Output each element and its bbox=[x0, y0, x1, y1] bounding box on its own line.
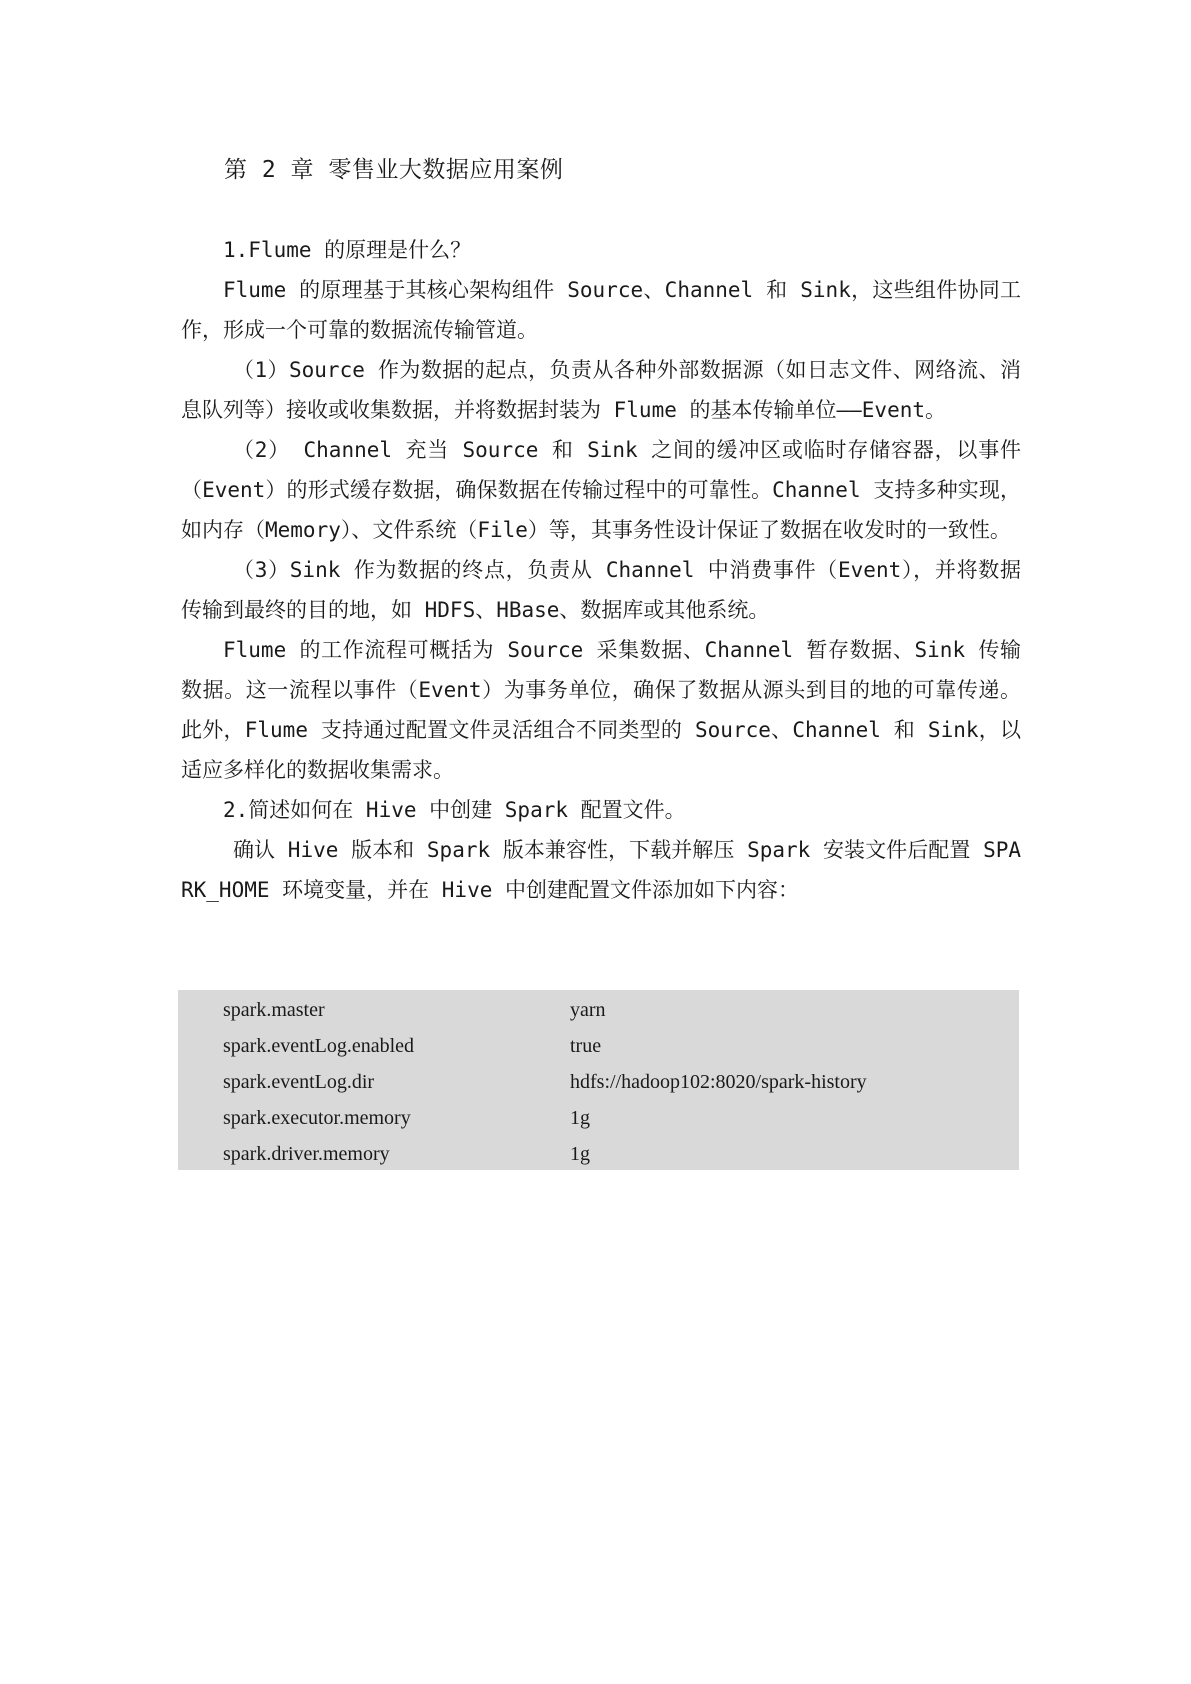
chapter-title: 第 2 章 零售业大数据应用案例 bbox=[224, 157, 564, 183]
config-value: true bbox=[570, 1035, 602, 1057]
document-body bbox=[181, 230, 1021, 910]
config-value: hdfs://hadoop102:8020/spark-history bbox=[570, 1071, 867, 1093]
answer-1-source: （1）Source 作为数据的起点，负责从各种外部数据源（如日志文件、网络流、消息队列等）接收或收集数据，并将数据封装为 Flume 的基本传输单位——Event。 bbox=[181, 358, 1021, 422]
config-key: spark.eventLog.enabled bbox=[223, 1035, 415, 1057]
question-2: 2.简述如何在 Hive 中创建 Spark 配置文件。 bbox=[223, 798, 686, 822]
config-key: spark.driver.memory bbox=[223, 1143, 390, 1165]
config-value: 1g bbox=[570, 1107, 590, 1129]
config-row bbox=[178, 992, 1019, 1028]
config-key: spark.eventLog.dir bbox=[223, 1071, 375, 1093]
config-row bbox=[178, 1100, 1019, 1136]
config-key: spark.executor.memory bbox=[223, 1107, 411, 1129]
answer-1-channel: （2） Channel 充当 Source 和 Sink 之间的缓冲区或临时存储容器，以事件（Event）的形式缓存数据，确保数据在传输过程中的可靠性。Channel 支持多种实现，如内存（Memory）、文件系统（File）等，其事务性设计保证了数据在收发时的一致性。 bbox=[181, 438, 1021, 542]
answer-1-sink: （3）Sink 作为数据的终点，负责从 Channel 中消费事件（Event），并将数据传输到最终的目的地，如 HDFS、HBase、数据库或其他系统。 bbox=[181, 558, 1021, 622]
config-row bbox=[178, 1028, 1019, 1064]
answer-2: 确认 Hive 版本和 Spark 版本兼容性，下载并解压 Spark 安装文件后配置 SPARK_HOME 环境变量，并在 Hive 中创建配置文件添加如下内容： bbox=[181, 838, 1021, 902]
answer-1-workflow: Flume 的工作流程可概括为 Source 采集数据、Channel 暂存数据、Sink 传输数据。这一流程以事件（Event）为事务单位，确保了数据从源头到目的地的可靠传递。此外，Flume 支持通过配置文件灵活组合不同类型的 Source、Channel 和 Sink，以适应多样化的数据收集需求。 bbox=[181, 638, 1021, 782]
spark-config-block bbox=[178, 990, 1019, 1170]
config-value: 1g bbox=[570, 1143, 590, 1165]
config-row bbox=[178, 1064, 1019, 1100]
question-1: 1.Flume 的原理是什么？ bbox=[223, 238, 472, 262]
config-key: spark.master bbox=[223, 999, 325, 1021]
config-row bbox=[178, 1136, 1019, 1172]
config-value: yarn bbox=[570, 999, 606, 1021]
answer-1-intro: Flume 的原理基于其核心架构组件 Source、Channel 和 Sink，这些组件协同工作，形成一个可靠的数据流传输管道。 bbox=[181, 278, 1021, 342]
